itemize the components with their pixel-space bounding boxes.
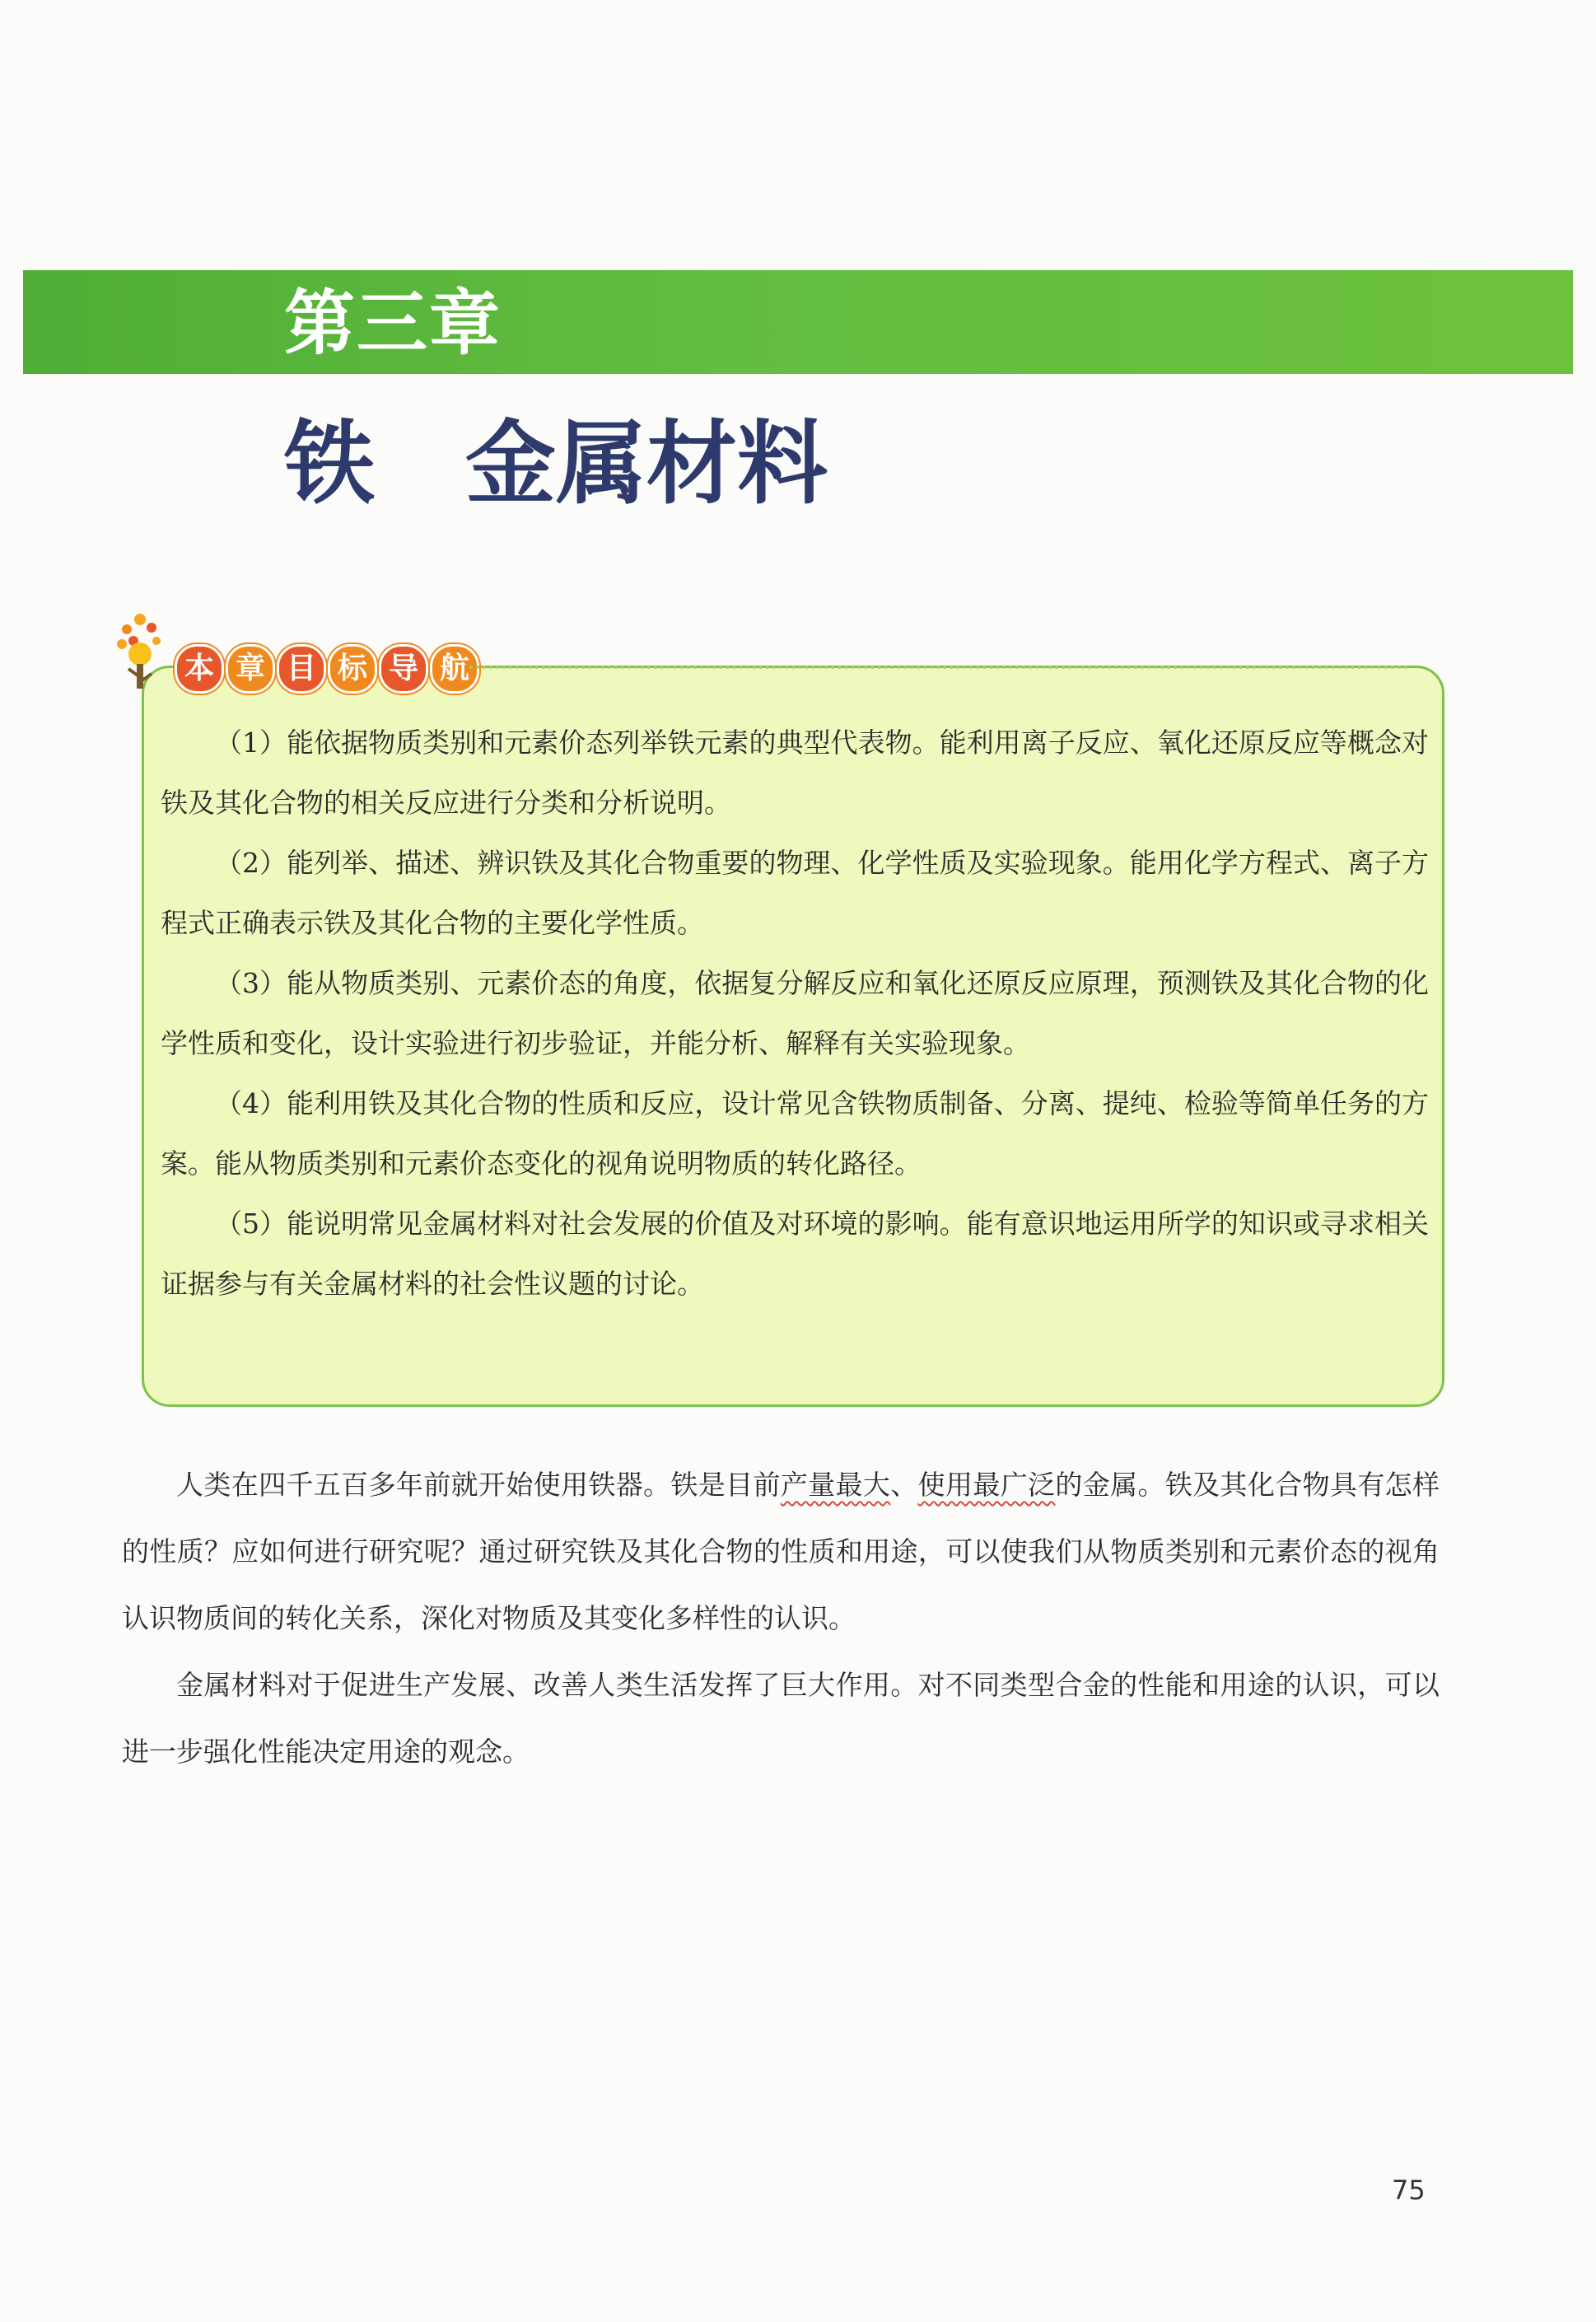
goals-title-pill (175, 644, 481, 694)
intro-paragraph-2: 金属材料对于促进生产发展、改善人类生活发挥了巨大作用。对不同类型合金的性能和用途的认识，可以进一步强化性能决定用途的观念。 (122, 1669, 1440, 1768)
goal-item: （5）能说明常见金属材料对社会发展的价值及对环境的影响。能有意识地运用所学的知识或寻求相关证据参与有关金属材料的社会性议题的讨论。 (161, 1208, 1429, 1300)
goal-item: （2）能列举、描述、辨识铁及其化合物重要的物理、化学性质及实验现象。能用化学方程式、离子方程式正确表示铁及其化合物的主要化学性质。 (161, 847, 1429, 939)
intro-paragraph-1 (122, 1451, 1440, 1652)
goal-item: （4）能利用铁及其化合物的性质和反应，设计常见含铁物质制备、分离、提纯、检验等简单任务的方案。能从物质类别和元素价态变化的视角说明物质的转化路径。 (161, 1087, 1429, 1180)
chapter-title: 铁 金属材料 (284, 411, 828, 516)
intro-text-segment: 的金属。铁及其化合物具有怎样的性质？应如何进行研究呢？通过研究铁及其化合物的性质和用途，可以使我们从物质类别和元素价态的视角认识物质间的转化关系，深化对物质及其变化多样性的认识。 (122, 1469, 1440, 1634)
goals-title-char: 本 (175, 644, 224, 694)
emphasis-text: 使用最广泛 (917, 1469, 1056, 1501)
intro-text-segment: 、 (890, 1469, 918, 1501)
chapter-goals-list (161, 712, 1429, 1314)
intro-text-segment: 人类在四千五百多年前就开始使用铁器。铁是目前 (176, 1469, 781, 1501)
page-number: 75 (1392, 2175, 1426, 2206)
goal-item: （3）能从物质类别、元素价态的角度，依据复分解反应和氧化还原反应原理，预测铁及其化合物的化学性质和变化，设计实验进行初步验证，并能分析、解释有关实验现象。 (161, 967, 1429, 1059)
chapter-label: 第三章 (284, 283, 502, 365)
goals-title-char: 章 (226, 644, 275, 694)
chapter-banner (23, 270, 1573, 374)
goals-title-char: 目 (277, 644, 326, 694)
goals-title-char: 标 (328, 644, 377, 694)
goals-header-divider (469, 666, 1408, 672)
chapter-goals-header (115, 608, 576, 698)
goal-item: （1）能依据物质类别和元素价态列举铁元素的典型代表物。能利用离子反应、氧化还原反应等概念对铁及其化合物的相关反应进行分类和分析说明。 (161, 727, 1429, 819)
goals-title-char: 航 (430, 644, 479, 694)
goals-title-char: 导 (379, 644, 428, 694)
chapter-introduction (122, 1451, 1440, 1785)
emphasis-text: 产量最大 (780, 1469, 891, 1501)
lightbulb-tree-icon (115, 608, 181, 698)
